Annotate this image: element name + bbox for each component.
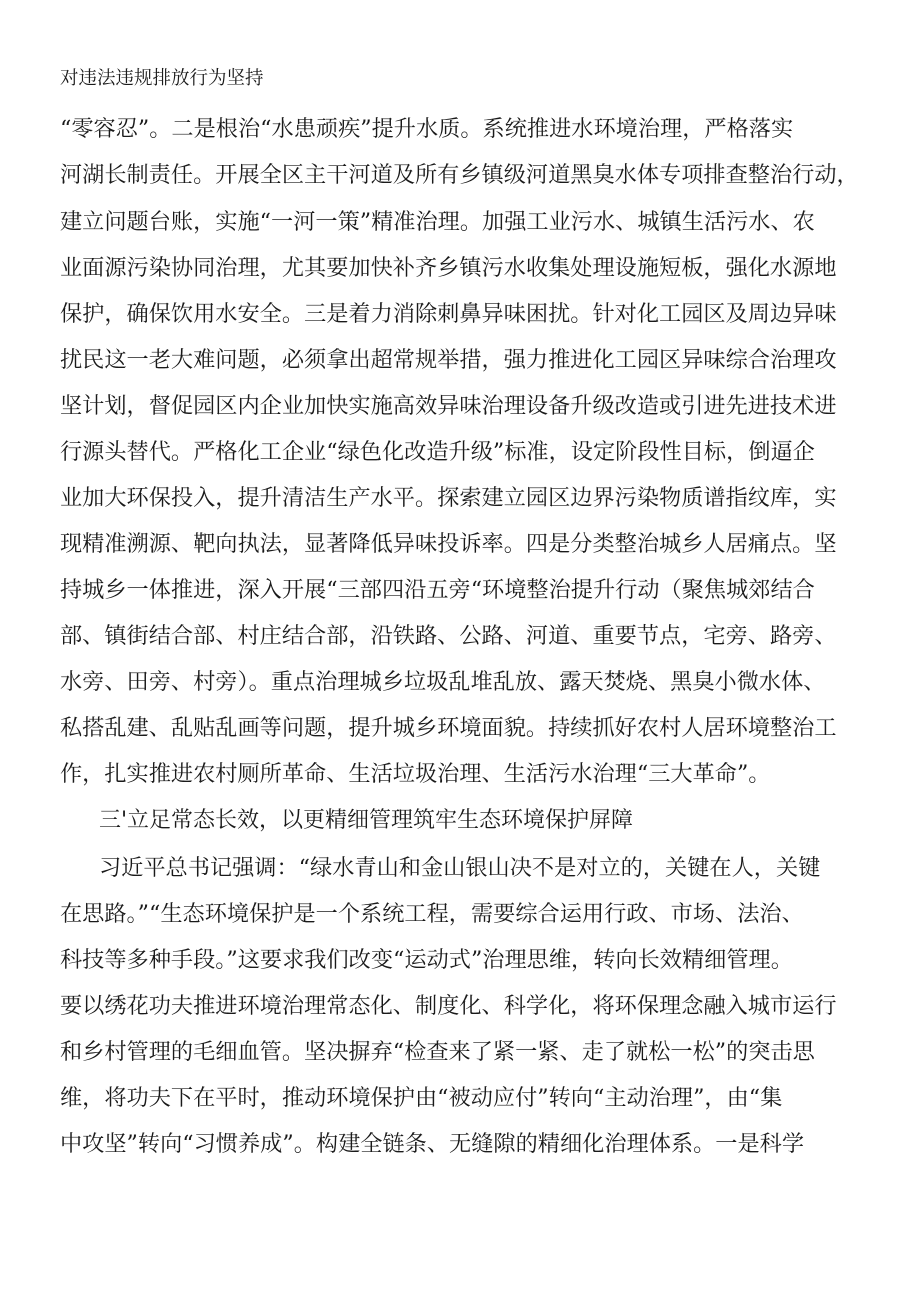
text-line: 建立问题台账，实施“一河一策”精准治理。加强工业污水、城镇生活污水、农 bbox=[60, 209, 815, 235]
text-line: 对违法违规排放行为坚持 bbox=[60, 68, 264, 89]
text-line: 业面源污染协同治理，尤其要加快补齐乡镇污水收集处理设施短板，强化水源地 bbox=[60, 255, 837, 281]
text-line: 行源头替代。严格化工企业“绿色化改造升级”标准，设定阶段性目标，倒逼企 bbox=[60, 439, 815, 465]
text-line: 和乡村管理的毛细血管。坚决摒弃“检查来了紧一紧、走了就松一松”的突击思 bbox=[60, 1039, 815, 1065]
text-line: 部、镇街结合部、村庄结合部，沿铁路、公路、河道、重要节点，宅旁、路旁、 bbox=[60, 623, 837, 649]
text-line: 业加大环保投入，提升清洁生产水平。探索建立园区边界污染物质谱指纹库，实 bbox=[60, 485, 837, 511]
text-line: 河湖长制责任。开展全区主干河道及所有乡镇级河道黑臭水体专项排查整治行动， bbox=[60, 162, 859, 188]
text-line: 坚计划，督促园区内企业加快实施高效异味治理设备升级改造或引进先进技术进 bbox=[60, 393, 837, 419]
text-line: 科技等多种手段。”这要求我们改变“运动式”治理思维，转向长效精细管理。 bbox=[60, 947, 793, 973]
text-line: 作，扎实推进农村厕所革命、生活垃圾治理、生活污水治理“三大革命”。 bbox=[60, 761, 771, 787]
text-line: 在思路。”“生态环境保护是一个系统工程，需要综合运用行政、市场、法治、 bbox=[60, 901, 804, 927]
section-heading: 三'立足常态长效，以更精细管理筑牢生态环境保护屏障 bbox=[99, 808, 634, 833]
text-line: 维，将功夫下在平时，推动环境保护由“被动应付”转向“主动治理”，由“集 bbox=[60, 1085, 783, 1111]
text-line: 水旁、田旁、村旁）。重点治理城乡垃圾乱堆乱放、露天焚烧、黑臭小微水体、 bbox=[60, 669, 826, 695]
text-line: 扰民这一老大难问题，必须拿出超常规举措，强力推进化工园区异味综合治理攻 bbox=[60, 347, 837, 373]
text-line: 要以绣花功夫推进环境治理常态化、制度化、科学化，将环保理念融入城市运行 bbox=[60, 993, 837, 1019]
text-line: 习近平总书记强调：“绿水青山和金山银山决不是对立的，关键在人，关键 bbox=[99, 855, 821, 881]
text-line: 私搭乱建、乱贴乱画等问题，提升城乡环境面貌。持续抓好农村人居环境整治工 bbox=[60, 715, 837, 741]
text-line: 中攻坚”转向“习惯养成”。构建全链条、无缝隙的精细化治理体系。一是科学 bbox=[60, 1131, 805, 1157]
text-line: “零容忍”。二是根治“水患顽疾”提升水质。系统推进水环境治理，严格落实 bbox=[60, 116, 794, 142]
text-line: 现精准溯源、靶向执法，显著降低异味投诉率。四是分类整治城乡人居痛点。坚 bbox=[60, 531, 837, 557]
text-line: 保护，确保饮用水安全。三是着力消除刺鼻异味困扰。针对化工园区及周边异味 bbox=[60, 301, 837, 327]
text-line: 持城乡一体推进，深入开展“三部四沿五旁“环境整治提升行动（聚焦城郊结合 bbox=[60, 577, 815, 603]
